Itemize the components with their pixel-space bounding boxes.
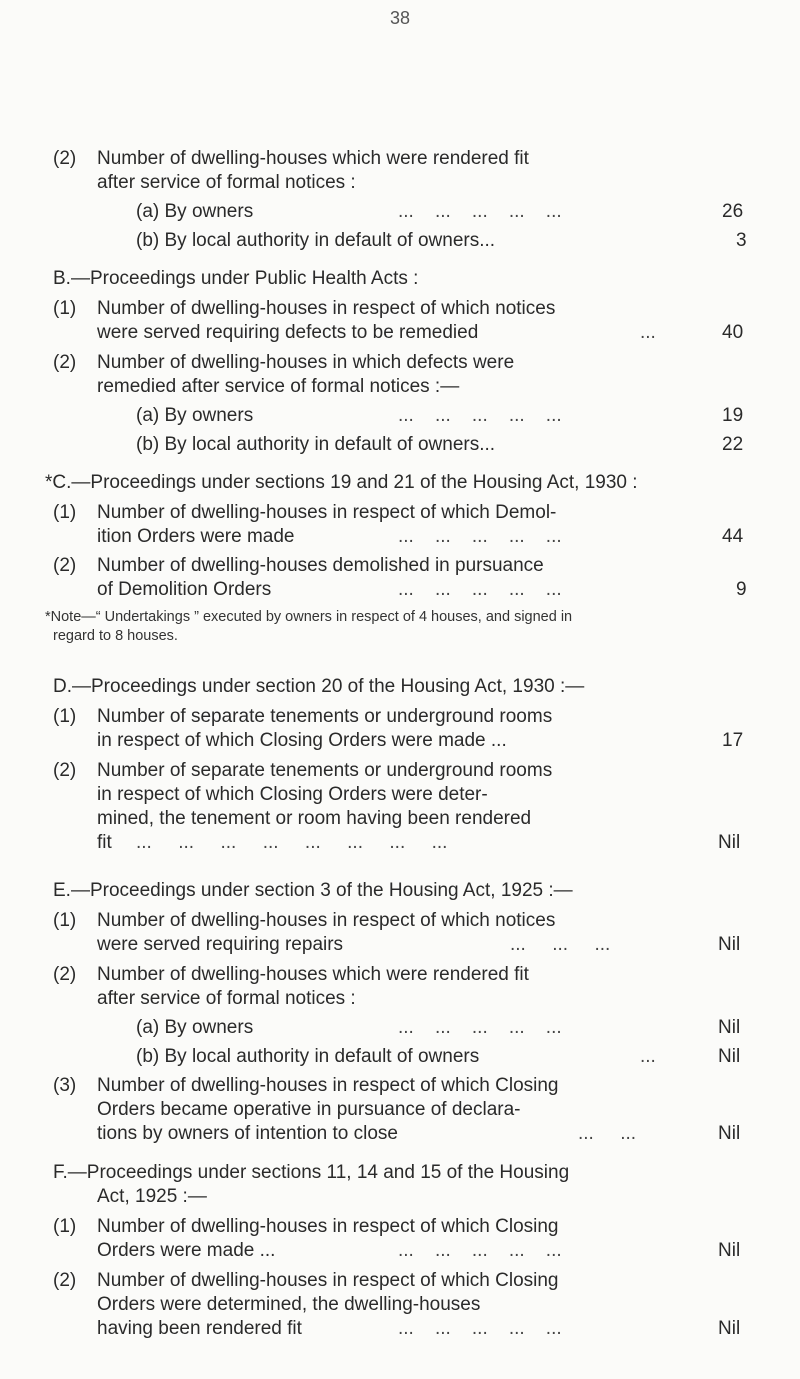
item-text: Number of separate tenements or underground rooms [97,706,553,727]
leader-dots: ... ... ... ... ... [398,405,562,426]
value: Nil [718,1123,741,1144]
leader-dots: ... ... ... ... ... [398,1318,562,1339]
item-text: Number of dwelling-houses which were rendered fit [97,964,529,985]
item-number: (2) [53,555,77,576]
section-heading: D.—Proceedings under section 20 of the Housing Act, 1930 :— [53,676,585,697]
item-text: Number of dwelling-houses in respect of which Closing [97,1075,559,1096]
item-text: Number of dwelling-houses demolished in pursuance [97,555,544,576]
item-text: Number of dwelling-houses in respect of which Demol- [97,502,557,523]
item-number: (1) [53,1216,77,1237]
item-text: in respect of which Closing Orders were made ... [97,730,507,751]
value: 3 [736,230,747,251]
section-heading: Act, 1925 :— [97,1186,207,1207]
item-text: of Demolition Orders [97,579,272,600]
item-text: ition Orders were made [97,526,295,547]
item-text: having been rendered fit [97,1318,302,1339]
item-number: (1) [53,298,77,319]
value: Nil [718,1017,741,1038]
item-text: mined, the tenement or room having been rendered [97,808,532,829]
value: Nil [718,934,741,955]
value: 9 [736,579,747,600]
value: Nil [718,1240,741,1261]
item-text: were served requiring defects to be remedied [97,322,479,343]
leader-dots: ... ... ... ... ... ... ... ... [136,832,448,853]
item-text: remedied after service of formal notices :— [97,376,460,397]
item-text: Orders were made ... [97,1240,276,1261]
item-text: Orders were determined, the dwelling-houses [97,1294,481,1315]
item-number: (2) [53,148,77,169]
item-text: Number of separate tenements or underground rooms [97,760,553,781]
item-text: Number of dwelling-houses in respect of which notices [97,910,556,931]
item-number: (2) [53,1270,77,1291]
value: 19 [722,405,744,426]
value: Nil [718,1318,741,1339]
item-text: Number of dwelling-houses which were rendered fit [97,148,529,169]
value: Nil [718,1046,741,1067]
leader-dots: ... ... ... ... ... [398,579,562,600]
item-number: (3) [53,1075,77,1096]
value: 44 [722,526,744,547]
sub-item-label: (b) By local authority in default of owners... [136,434,496,455]
item-text: after service of formal notices : [97,988,356,1009]
leader-dots: ... [640,322,656,343]
section-heading: F.—Proceedings under sections 11, 14 and 15 of the Housing [53,1162,570,1183]
leader-dots: ... [640,1046,656,1067]
sub-item-label: (b) By local authority in default of owners [136,1046,480,1067]
item-number: (1) [53,706,77,727]
item-text: fit [97,832,112,853]
item-number: (1) [53,502,77,523]
sub-item-label: (b) By local authority in default of owners... [136,230,496,251]
item-text: were served requiring repairs [97,934,344,955]
item-number: (2) [53,964,77,985]
sub-item-label: (a) By owners [136,1017,254,1038]
leader-dots: ... ... ... ... ... [398,526,562,547]
section-heading: E.—Proceedings under section 3 of the Housing Act, 1925 :— [53,880,573,901]
page-number: 38 [389,8,411,28]
sub-item-label: (a) By owners [136,201,254,222]
leader-dots: ... ... [578,1123,637,1144]
footnote: regard to 8 houses. [53,628,178,644]
item-text: Number of dwelling-houses in respect of which Closing [97,1270,559,1291]
leader-dots: ... ... ... ... ... [398,1240,562,1261]
item-text: Number of dwelling-houses in which defects were [97,352,515,373]
value: 22 [722,434,744,455]
item-number: (2) [53,760,77,781]
item-text: Number of dwelling-houses in respect of which Closing [97,1216,559,1237]
section-heading: *C.—Proceedings under sections 19 and 21 of the Housing Act, 1930 : [45,472,638,493]
item-text: Number of dwelling-houses in respect of which notices [97,298,556,319]
footnote: *Note—“ Undertakings ” executed by owners in respect of 4 houses, and signed in [45,609,573,625]
item-text: tions by owners of intention to close [97,1123,399,1144]
value: 40 [722,322,744,343]
item-text: Orders became operative in pursuance of declara- [97,1099,521,1120]
sub-item-label: (a) By owners [136,405,254,426]
item-number: (1) [53,910,77,931]
item-text: in respect of which Closing Orders were deter- [97,784,488,805]
value: 17 [722,730,744,751]
leader-dots: ... ... ... ... ... [398,201,562,222]
value: 26 [722,201,744,222]
item-number: (2) [53,352,77,373]
leader-dots: ... ... ... [510,934,611,955]
leader-dots: ... ... ... ... ... [398,1017,562,1038]
section-heading: B.—Proceedings under Public Health Acts : [53,268,419,289]
value: Nil [718,832,741,853]
item-text: after service of formal notices : [97,172,356,193]
